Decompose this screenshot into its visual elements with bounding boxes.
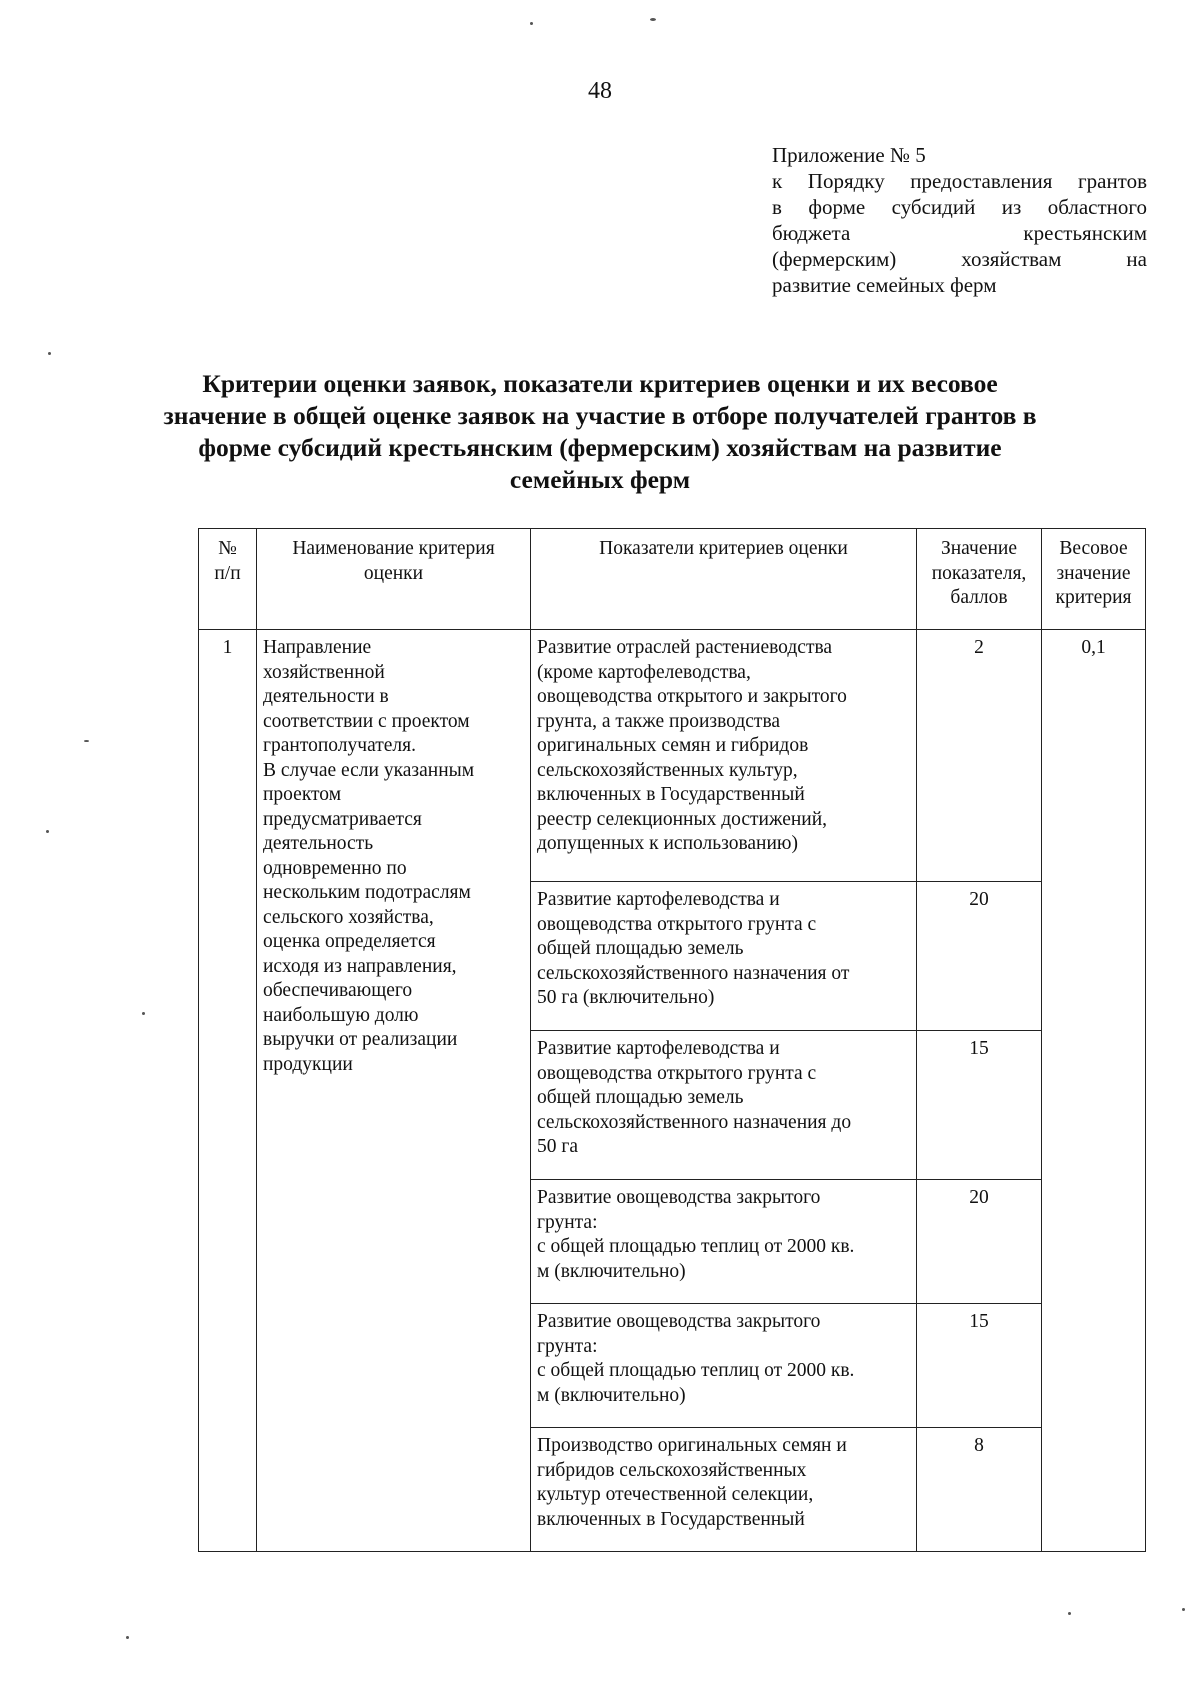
scan-speck [46,830,49,833]
appendix-line: в форме субсидий из областного [772,195,1147,219]
criteria-table [198,528,1146,1552]
document-title: Критерии оценки заявок, показатели критериев оценки и их весовое значение в общей оценке заявок на участие в отборе получателей грантов в форме субсидий крестьянским (фермерским) хозяйствам на развитие семейных ферм [163,369,1037,494]
indicator-cell: Развитие картофелеводства и овощеводства открытого грунта с общей площадью земель сельскохозяйственного назначения до 50 га [531,1031,917,1180]
appendix-line: к Порядку предоставления грантов [772,169,1147,193]
header-value: Значение показателя, баллов [917,529,1042,630]
indicator-cell: Развитие картофелеводства и овощеводства открытого грунта с общей площадью земель сельскохозяйственного назначения от 50 га (включительно) [531,882,917,1031]
appendix-line: развитие семейных ферм [772,273,997,297]
scan-speck [126,1636,129,1639]
table-row [199,630,1146,882]
value-cell: 2 [917,630,1042,882]
scan-speck [1182,1608,1185,1611]
indicator-cell: Развитие овощеводства закрытого грунта: с общей площадью теплиц от 2000 кв. м (включительно) [531,1304,917,1428]
table-header-row [199,529,1146,630]
appendix-line: (фермерским) хозяйствам на [772,247,1147,271]
value-cell: 15 [917,1031,1042,1180]
criterion-number: 1 [199,630,257,1552]
scan-speck [48,352,51,355]
appendix-block [772,142,1147,298]
header-name: Наименование критерия оценки [257,529,531,630]
scan-speck [650,18,656,21]
header-num: № п/п [199,529,257,630]
indicator-cell: Развитие овощеводства закрытого грунта: с общей площадью теплиц от 2000 кв. м (включительно) [531,1180,917,1304]
value-cell: 15 [917,1304,1042,1428]
scan-speck [530,22,533,25]
criterion-name: Направление хозяйственной деятельности в соответствии с проектом грантополучателя. В случае если указанным проектом предусматривается деятельность одновременно по нескольким подотраслям сельского хозяйства, оценка определяется исходя из направления, обеспечивающего наибольшую долю выручки от реализации продукции [257,630,531,1552]
header-weight: Весовое значение критерия [1042,529,1146,630]
value-cell: 8 [917,1428,1042,1552]
indicator-cell: Производство оригинальных семян и гибридов сельскохозяйственных культур отечественной селекции, включенных в Государственный [531,1428,917,1552]
criterion-weight: 0,1 [1042,630,1146,1552]
value-cell: 20 [917,882,1042,1031]
scan-speck [84,740,89,742]
indicator-cell: Развитие отраслей растениеводства (кроме картофелеводства, овощеводства открытого и закрытого грунта, а также производства оригинальных семян и гибридов сельскохозяйственных культур, включенных в Государственный реестр селекционных достижений, допущенных к использованию) [531,630,917,882]
appendix-line: Приложение № 5 [772,143,926,167]
scan-speck [142,1012,145,1015]
header-indicators: Показатели критериев оценки [531,529,917,630]
appendix-line: бюджета крестьянским [772,221,1147,245]
scan-speck [1068,1612,1071,1615]
value-cell: 20 [917,1180,1042,1304]
page-number: 48 [588,78,612,104]
